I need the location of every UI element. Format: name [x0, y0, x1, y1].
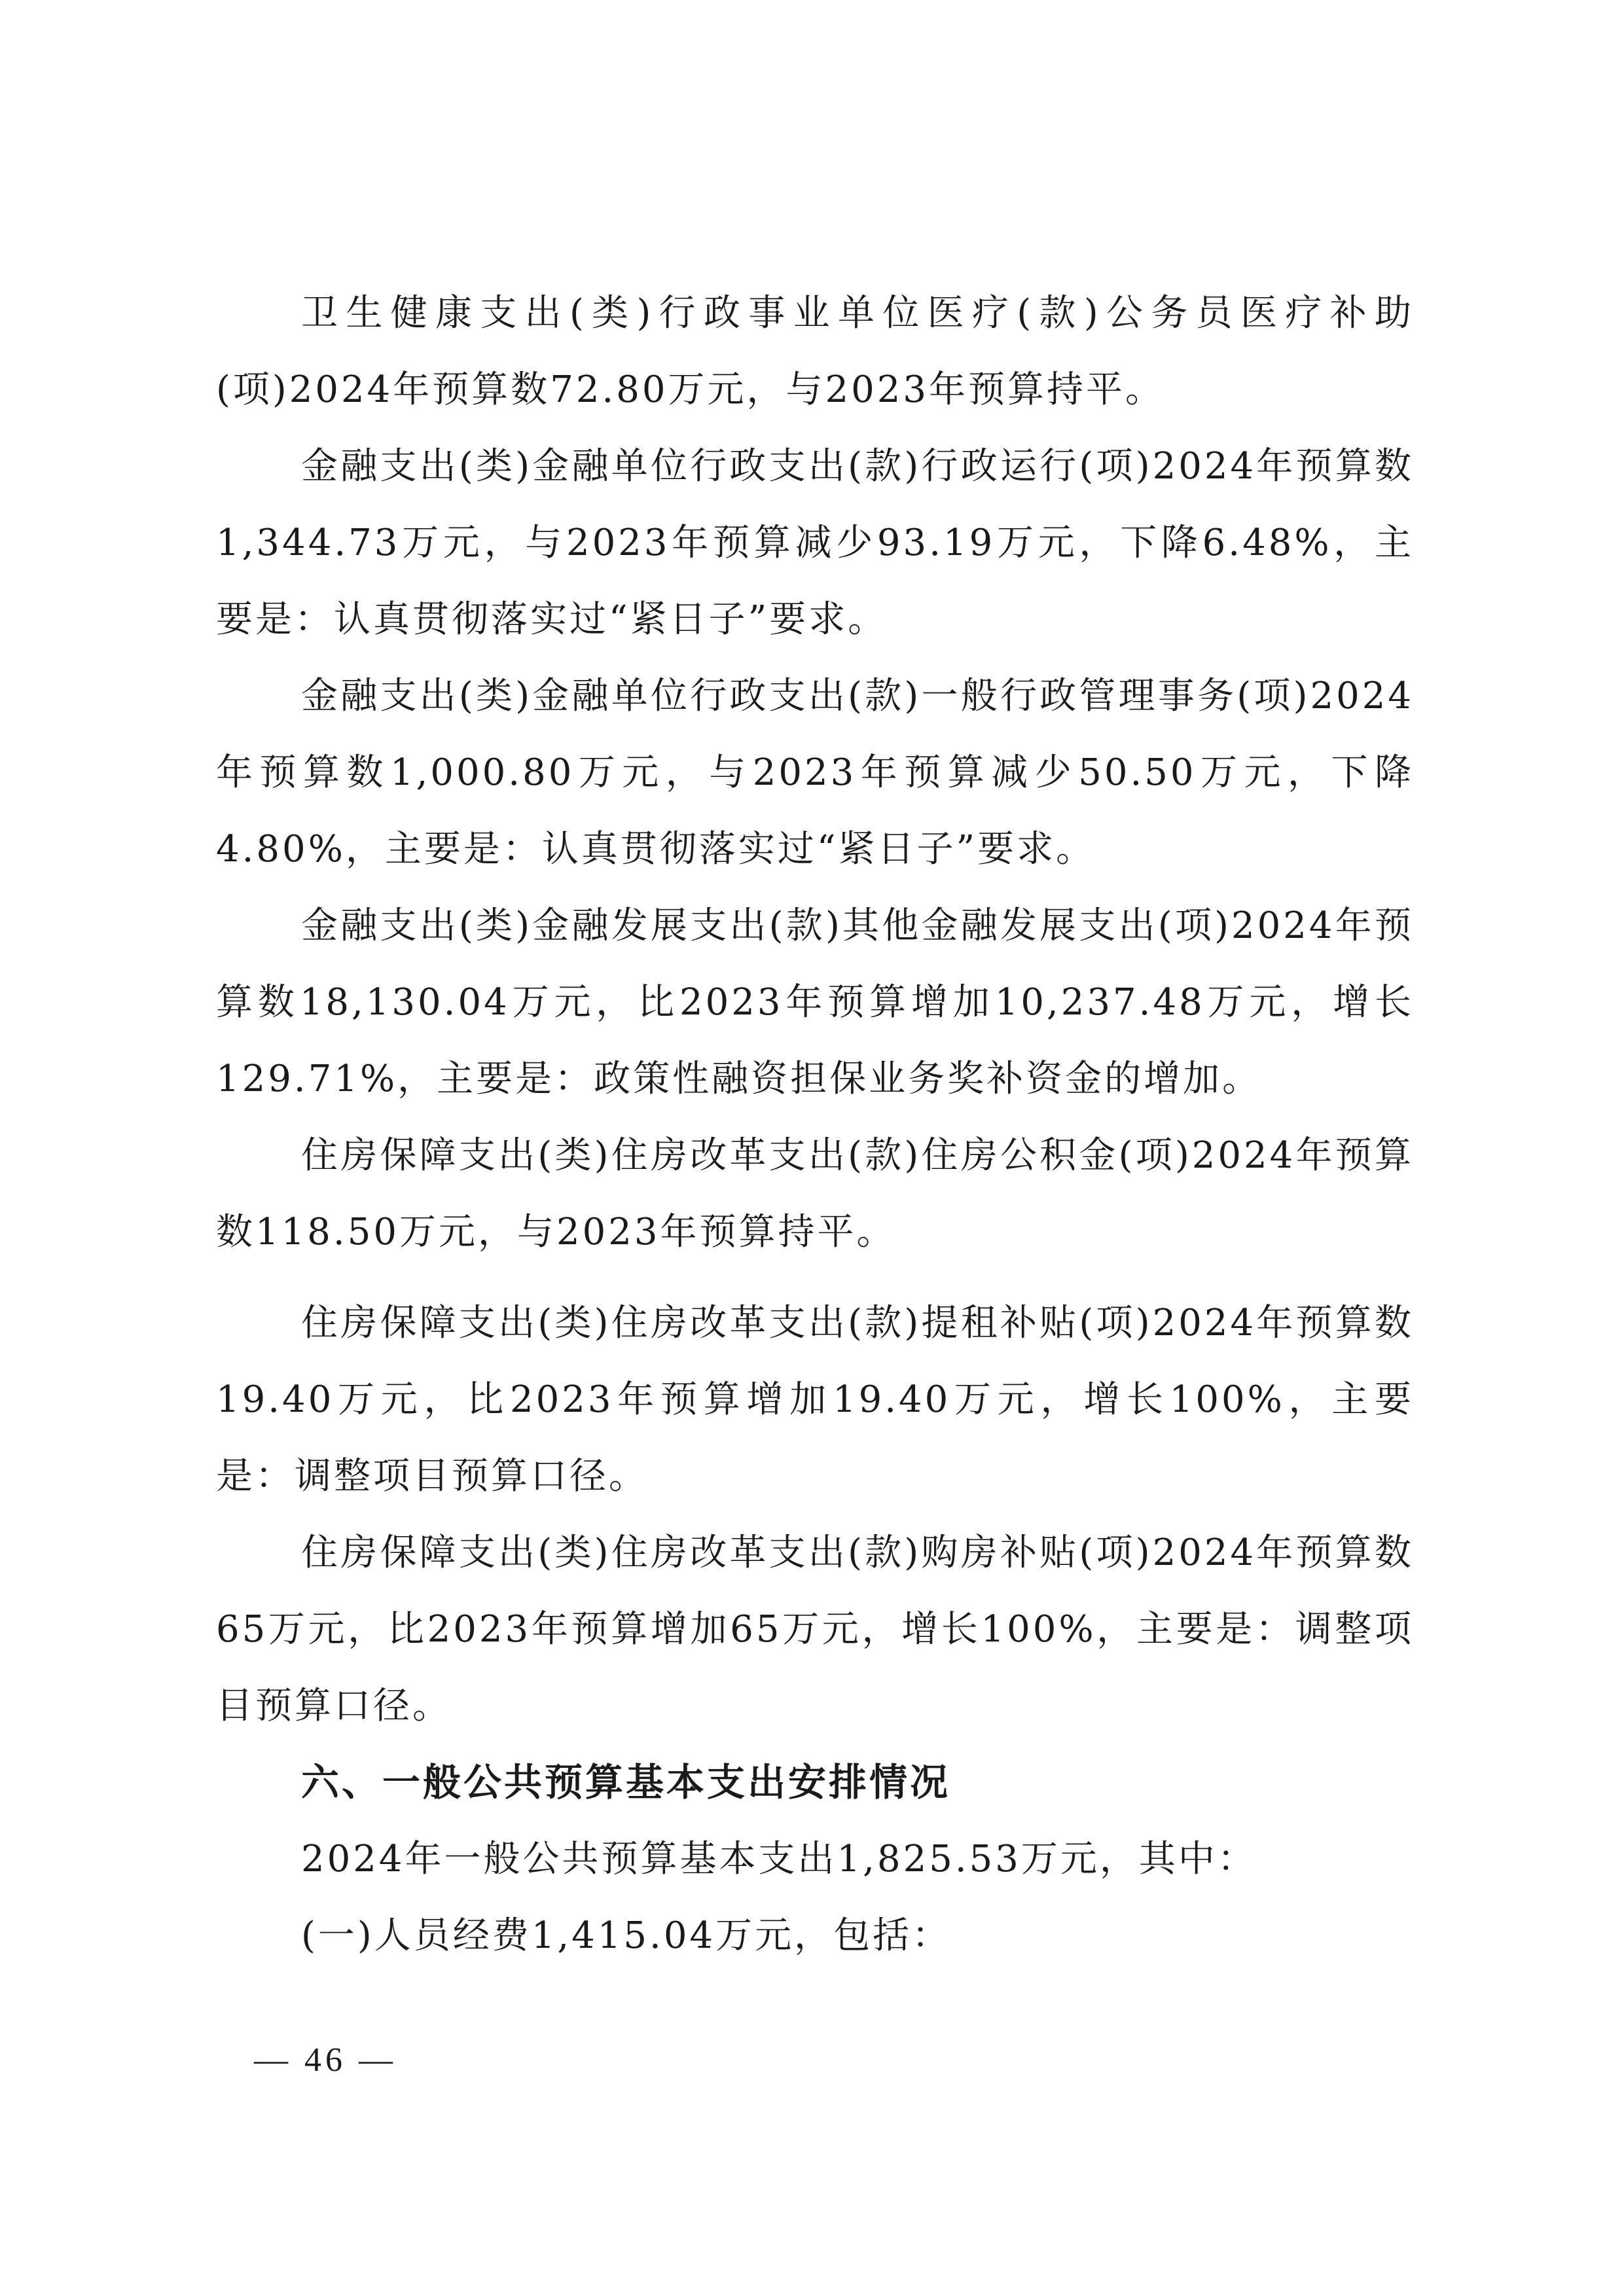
paragraph-finance-admin-operation: 金融支出(类)金融单位行政支出(款)行政运行(项)2024年预算数1,344.73万元，与2023年预算减少93.19万元，下降6.48%，主要是：认真贯彻落实过“紧日子”要求。 [216, 445, 1414, 641]
paragraph-housing-rent-subsidy: 住房保障支出(类)住房改革支出(款)提租补贴(项)2024年预算数19.40万元，比2023年预算增加19.40万元，增长100%，主要是：调整项目预算口径。 [216, 1302, 1414, 1498]
paragraph-health-medical-subsidy: 卫生健康支出(类)行政事业单位医疗(款)公务员医疗补助(项)2024年预算数72.80万元，与2023年预算持平。 [216, 292, 1414, 411]
document-body [216, 275, 1414, 1974]
paragraph-personnel-expense: (一)人员经费1,415.04万元，包括： [301, 1914, 952, 1957]
paragraph-housing-provident-fund: 住房保障支出(类)住房改革支出(款)住房公积金(项)2024年预算数118.50万元，与2023年预算持平。 [216, 1134, 1414, 1253]
paragraph-basic-expenditure-total: 2024年一般公共预算基本支出1,825.53万元，其中： [301, 1838, 1257, 1880]
page-number: — 46 — [254, 2041, 397, 2079]
paragraph-housing-purchase-subsidy: 住房保障支出(类)住房改革支出(款)购房补贴(项)2024年预算数65万元，比2023年预算增加65万元，增长100%，主要是：调整项目预算口径。 [216, 1532, 1414, 1727]
section-heading: 六、一般公共预算基本支出安排情况 [301, 1760, 951, 1804]
paragraph-finance-development-other: 金融支出(类)金融发展支出(款)其他金融发展支出(项)2024年预算数18,130.04万元，比2023年预算增加10,237.48万元，增长129.71%，主要是：政策性融资担保业务奖补资金的增加。 [216, 905, 1414, 1100]
paragraph-finance-admin-general-affairs: 金融支出(类)金融单位行政支出(款)一般行政管理事务(项)2024年预算数1,000.80万元，与2023年预算减少50.50万元，下降4.80%，主要是：认真贯彻落实过“紧日子”要求。 [216, 675, 1414, 870]
